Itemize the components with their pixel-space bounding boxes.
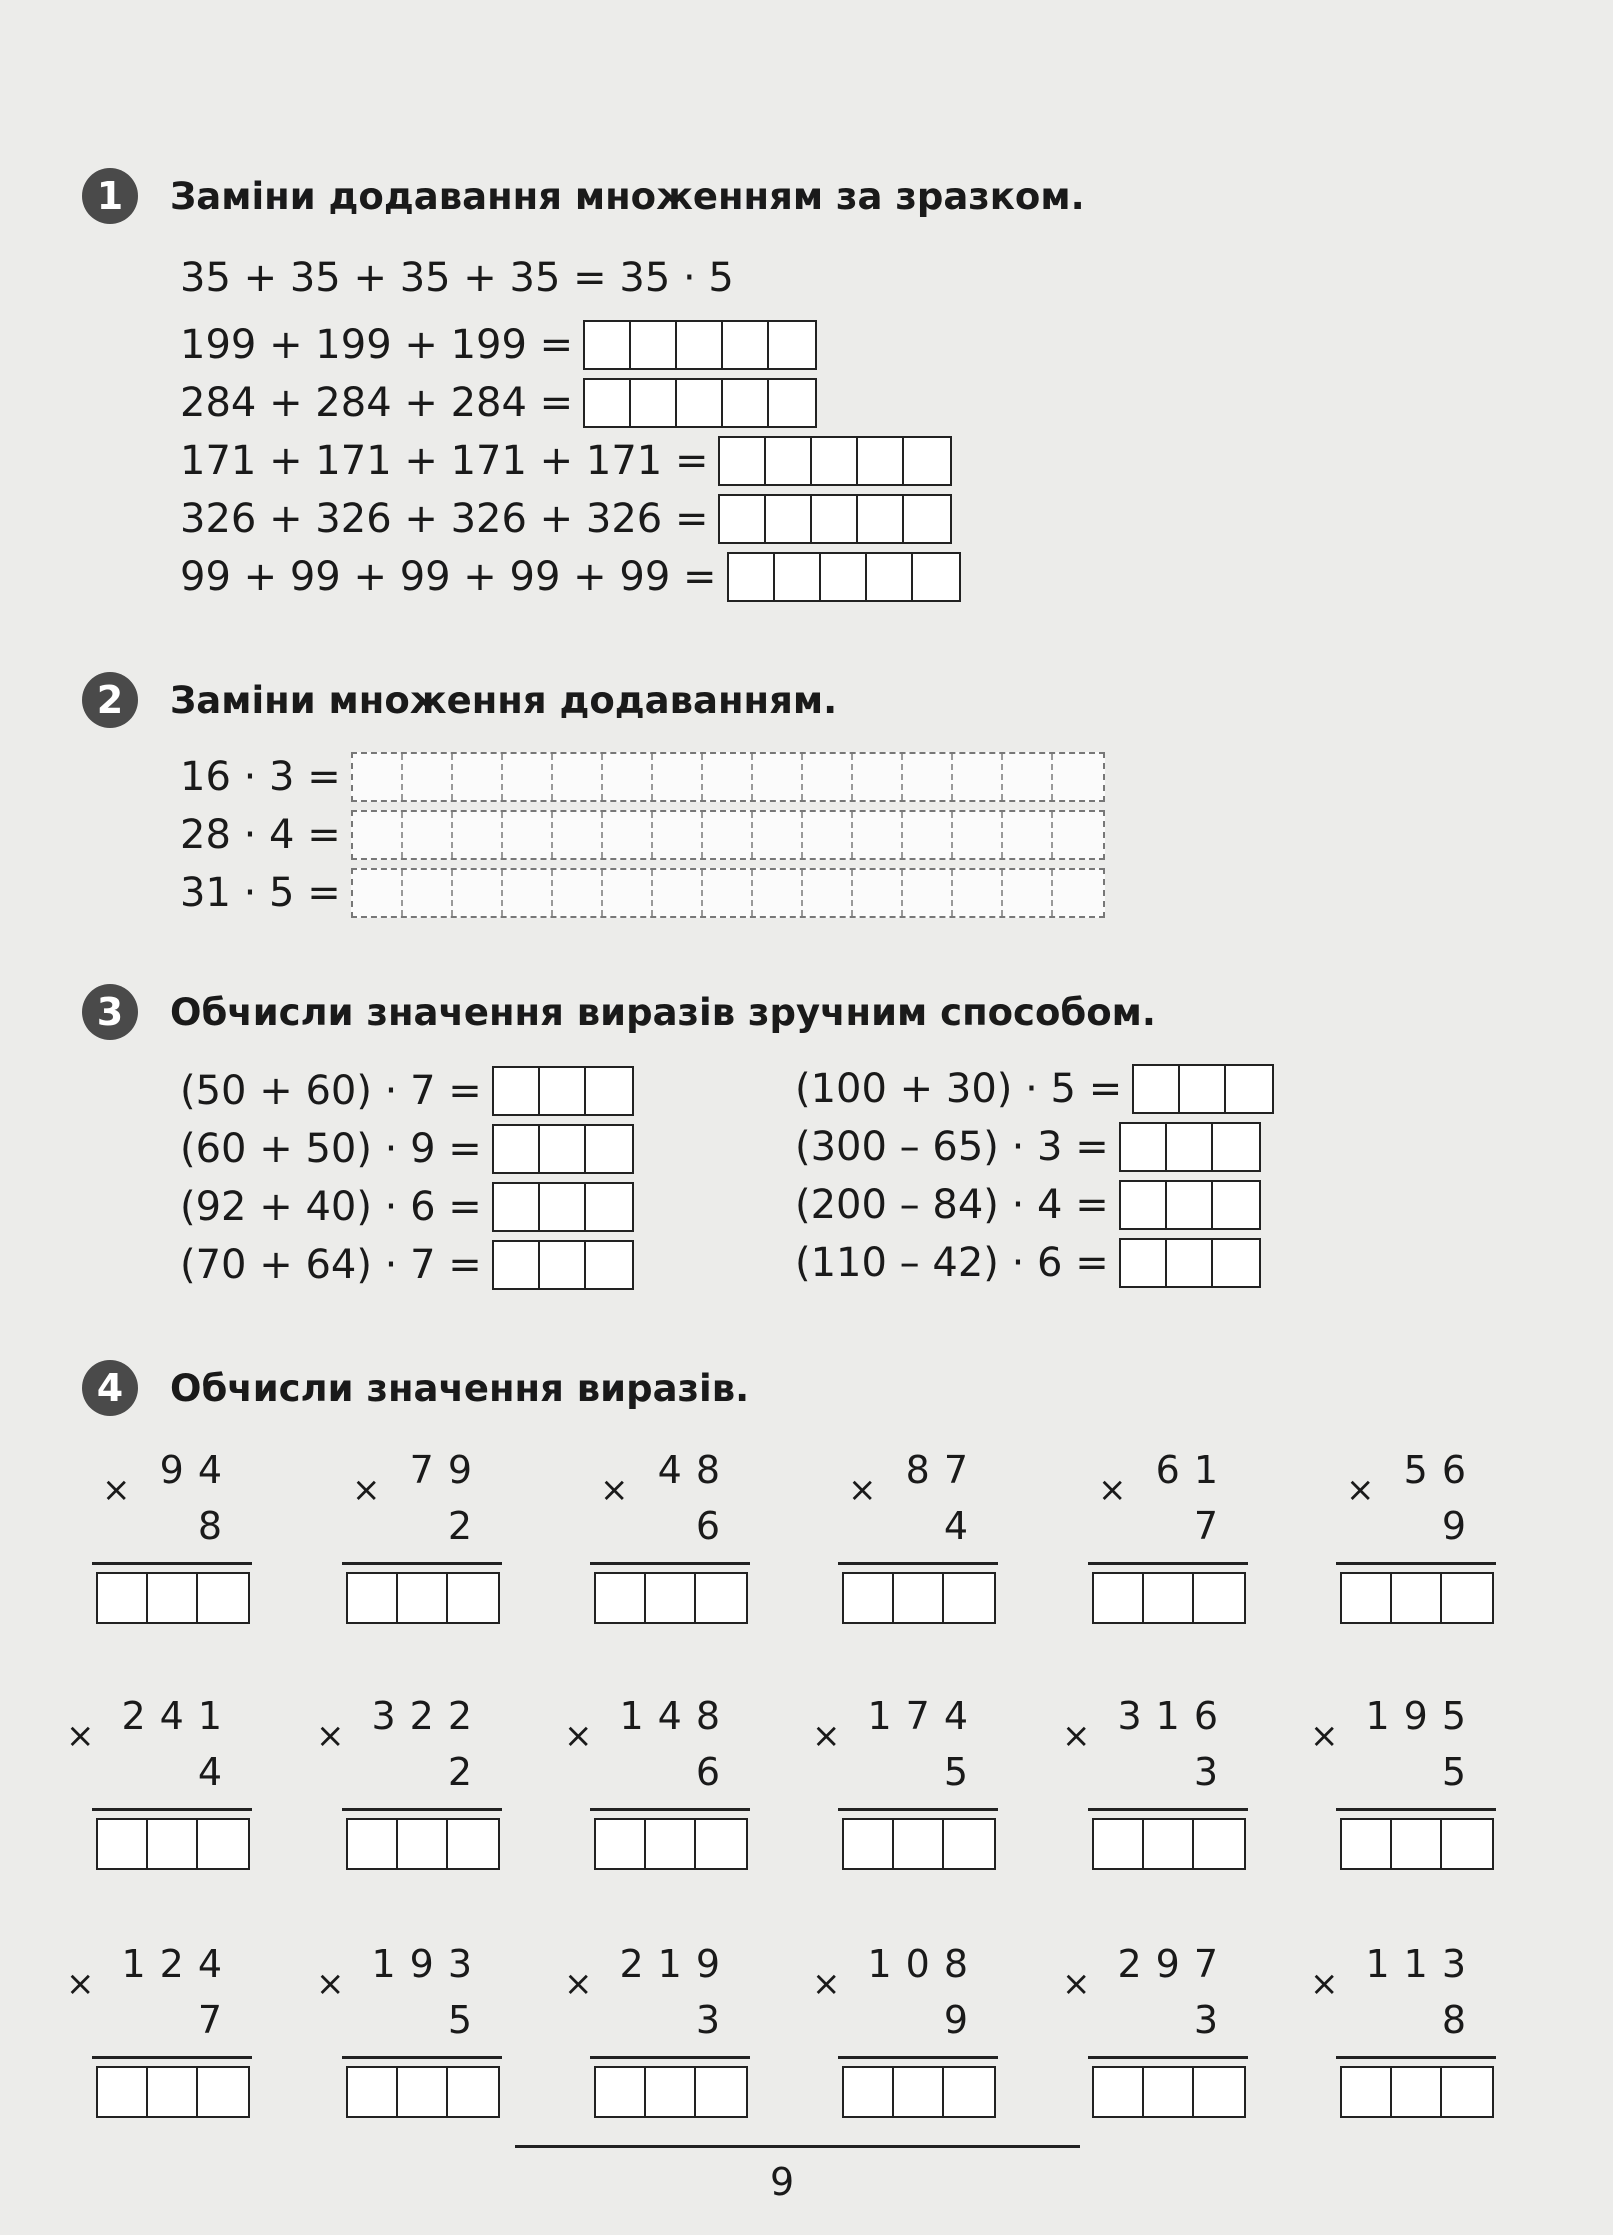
expression: (50 + 60) · 7 = [180, 1068, 482, 1114]
exercise-line [795, 1064, 1274, 1114]
column-multiplication [1088, 1448, 1248, 1618]
column-multiplication [1310, 1694, 1496, 1864]
task-title: Обчисли значення виразів. [170, 1366, 750, 1410]
multiplier: 4 [197, 1750, 236, 1794]
result-line [590, 1808, 750, 1811]
expression: (92 + 40) · 6 = [180, 1184, 482, 1230]
times-sign: × [1310, 1964, 1339, 2004]
multiplier: 8 [1441, 1998, 1480, 2042]
times-sign: × [1346, 1470, 1375, 1510]
exercise-line [180, 1066, 634, 1116]
times-sign: × [1062, 1964, 1091, 2004]
exercise-line [180, 1182, 634, 1232]
exercise-line [180, 436, 952, 486]
result-line [92, 1808, 252, 1811]
answer-cells[interactable] [1092, 1572, 1246, 1624]
multiplicand: 48 [657, 1448, 734, 1492]
answer-cells[interactable] [718, 494, 952, 544]
column-multiplication [316, 1942, 502, 2112]
answer-cells[interactable] [727, 552, 961, 602]
column-multiplication [564, 1942, 750, 2112]
multiplicand: 124 [121, 1942, 236, 1986]
times-sign: × [1062, 1716, 1091, 1756]
answer-grid[interactable] [351, 868, 1105, 918]
multiplier: 9 [943, 1998, 982, 2042]
expression: 326 + 326 + 326 + 326 = [180, 496, 709, 542]
multiplicand: 322 [371, 1694, 486, 1738]
times-sign: × [812, 1716, 841, 1756]
expression: (300 – 65) · 3 = [795, 1124, 1109, 1170]
expression: 171 + 171 + 171 + 171 = [180, 438, 709, 484]
task-2-header [82, 672, 837, 728]
multiplicand: 108 [867, 1942, 982, 1986]
expression: 284 + 284 + 284 = [180, 380, 574, 426]
answer-cells[interactable] [1119, 1122, 1261, 1172]
exercise-line [180, 494, 952, 544]
answer-cells[interactable] [583, 320, 817, 370]
times-sign: × [600, 1470, 629, 1510]
task-title: Заміни додавання множенням за зразком. [170, 174, 1085, 218]
multiplier: 3 [695, 1998, 734, 2042]
multiplicand: 195 [1365, 1694, 1480, 1738]
multiplier: 2 [447, 1504, 486, 1548]
column-multiplication [1062, 1942, 1248, 2112]
task-number-badge: 3 [82, 984, 138, 1040]
answer-cells[interactable] [1092, 2066, 1246, 2118]
multiplicand: 79 [409, 1448, 486, 1492]
task-number-badge: 2 [82, 672, 138, 728]
multiplicand: 113 [1365, 1942, 1480, 1986]
answer-cells[interactable] [1340, 1572, 1494, 1624]
multiplier: 3 [1193, 1998, 1232, 2042]
multiplicand: 174 [867, 1694, 982, 1738]
times-sign: × [564, 1716, 593, 1756]
task-title: Заміни множення додаванням. [170, 678, 838, 722]
answer-cells[interactable] [492, 1240, 634, 1290]
exercise-line [180, 320, 817, 370]
expression: 99 + 99 + 99 + 99 + 99 = [180, 554, 717, 600]
multiplicand: 94 [159, 1448, 236, 1492]
exercise-line [180, 868, 1105, 918]
result-line [590, 1562, 750, 1565]
multiplicand: 297 [1117, 1942, 1232, 1986]
expression: 16 · 3 = [180, 754, 341, 800]
column-multiplication [1310, 1942, 1496, 2112]
multiplicand: 87 [905, 1448, 982, 1492]
times-sign: × [352, 1470, 381, 1510]
answer-cells[interactable] [492, 1066, 634, 1116]
result-line [1088, 1562, 1248, 1565]
multiplier: 6 [695, 1750, 734, 1794]
task-1-header [82, 168, 1085, 224]
column-multiplication [66, 1694, 252, 1864]
column-multiplication [564, 1694, 750, 1864]
result-line [590, 2056, 750, 2059]
exercise-line [795, 1238, 1261, 1288]
multiplier: 6 [695, 1504, 734, 1548]
multiplicand: 56 [1403, 1448, 1480, 1492]
multiplicand: 193 [371, 1942, 486, 1986]
column-multiplication [812, 1942, 998, 2112]
answer-cells[interactable] [842, 1818, 996, 1870]
task-number-badge: 4 [82, 1360, 138, 1416]
result-line [838, 1562, 998, 1565]
result-line [342, 1808, 502, 1811]
answer-cells[interactable] [594, 1818, 748, 1870]
times-sign: × [848, 1470, 877, 1510]
answer-cells[interactable] [594, 1572, 748, 1624]
result-line [92, 1562, 252, 1565]
times-sign: × [66, 1716, 95, 1756]
answer-cells[interactable] [492, 1182, 634, 1232]
multiplier: 7 [197, 1998, 236, 2042]
result-line [342, 2056, 502, 2059]
result-line [1336, 1808, 1496, 1811]
result-line [1336, 2056, 1496, 2059]
answer-cells[interactable] [1132, 1064, 1274, 1114]
times-sign: × [102, 1470, 131, 1510]
times-sign: × [66, 1964, 95, 2004]
multiplicand: 219 [619, 1942, 734, 1986]
expression: (60 + 50) · 9 = [180, 1126, 482, 1172]
result-line [1336, 1562, 1496, 1565]
footer-divider [515, 2145, 1080, 2148]
multiplier: 4 [943, 1504, 982, 1548]
result-line [838, 1808, 998, 1811]
expression: (200 – 84) · 4 = [795, 1182, 1109, 1228]
multiplier: 5 [447, 1998, 486, 2042]
answer-cells[interactable] [346, 1818, 500, 1870]
task-title: Обчисли значення виразів зручним способом. [170, 990, 1156, 1034]
multiplier: 3 [1193, 1750, 1232, 1794]
answer-cells[interactable] [1340, 2066, 1494, 2118]
multiplier: 9 [1441, 1504, 1480, 1548]
exercise-line [180, 1240, 634, 1290]
times-sign: × [564, 1964, 593, 2004]
answer-cells[interactable] [1119, 1238, 1261, 1288]
answer-cells[interactable] [718, 436, 952, 486]
task-number-badge: 1 [82, 168, 138, 224]
column-multiplication [1062, 1694, 1248, 1864]
answer-cells[interactable] [1092, 1818, 1246, 1870]
exercise-line [180, 552, 961, 602]
multiplicand: 316 [1117, 1694, 1232, 1738]
result-line [838, 2056, 998, 2059]
multiplicand: 148 [619, 1694, 734, 1738]
multiplier: 2 [447, 1750, 486, 1794]
task-4-header [82, 1360, 749, 1416]
expression: 31 · 5 = [180, 870, 341, 916]
column-multiplication [838, 1448, 998, 1618]
column-multiplication [342, 1448, 502, 1618]
expression: (100 + 30) · 5 = [795, 1066, 1123, 1112]
column-multiplication [590, 1448, 750, 1618]
times-sign: × [316, 1716, 345, 1756]
answer-cells[interactable] [842, 2066, 996, 2118]
exercise-line [180, 1124, 634, 1174]
times-sign: × [1098, 1470, 1127, 1510]
expression: (110 – 42) · 6 = [795, 1240, 1109, 1286]
answer-cells[interactable] [842, 1572, 996, 1624]
multiplier: 5 [1441, 1750, 1480, 1794]
answer-cells[interactable] [346, 1572, 500, 1624]
answer-cells[interactable] [583, 378, 817, 428]
example-expression: 35 + 35 + 35 + 35 = 35 · 5 [180, 255, 734, 301]
column-multiplication [812, 1694, 998, 1864]
exercise-line [180, 752, 1105, 802]
result-line [1088, 2056, 1248, 2059]
answer-cells[interactable] [96, 1572, 250, 1624]
answer-cells[interactable] [492, 1124, 634, 1174]
answer-cells[interactable] [1340, 1818, 1494, 1870]
column-multiplication [66, 1942, 252, 2112]
example-line [180, 255, 734, 301]
exercise-line [795, 1180, 1261, 1230]
answer-grid[interactable] [351, 810, 1105, 860]
answer-cells[interactable] [1119, 1180, 1261, 1230]
expression: (70 + 64) · 7 = [180, 1242, 482, 1288]
times-sign: × [812, 1964, 841, 2004]
answer-grid[interactable] [351, 752, 1105, 802]
multiplier: 8 [197, 1504, 236, 1548]
result-line [342, 1562, 502, 1565]
times-sign: × [316, 1964, 345, 2004]
answer-cells[interactable] [594, 2066, 748, 2118]
multiplicand: 61 [1155, 1448, 1232, 1492]
times-sign: × [1310, 1716, 1339, 1756]
multiplier: 7 [1193, 1504, 1232, 1548]
answer-cells[interactable] [96, 1818, 250, 1870]
result-line [1088, 1808, 1248, 1811]
page-number: 9 [770, 2160, 795, 2204]
column-multiplication [92, 1448, 252, 1618]
answer-cells[interactable] [346, 2066, 500, 2118]
answer-cells[interactable] [96, 2066, 250, 2118]
exercise-line [795, 1122, 1261, 1172]
result-line [92, 2056, 252, 2059]
multiplicand: 241 [121, 1694, 236, 1738]
exercise-line [180, 810, 1105, 860]
expression: 28 · 4 = [180, 812, 341, 858]
column-multiplication [316, 1694, 502, 1864]
column-multiplication [1336, 1448, 1496, 1618]
expression: 199 + 199 + 199 = [180, 322, 574, 368]
exercise-line [180, 378, 817, 428]
task-3-header [82, 984, 1156, 1040]
multiplier: 5 [943, 1750, 982, 1794]
